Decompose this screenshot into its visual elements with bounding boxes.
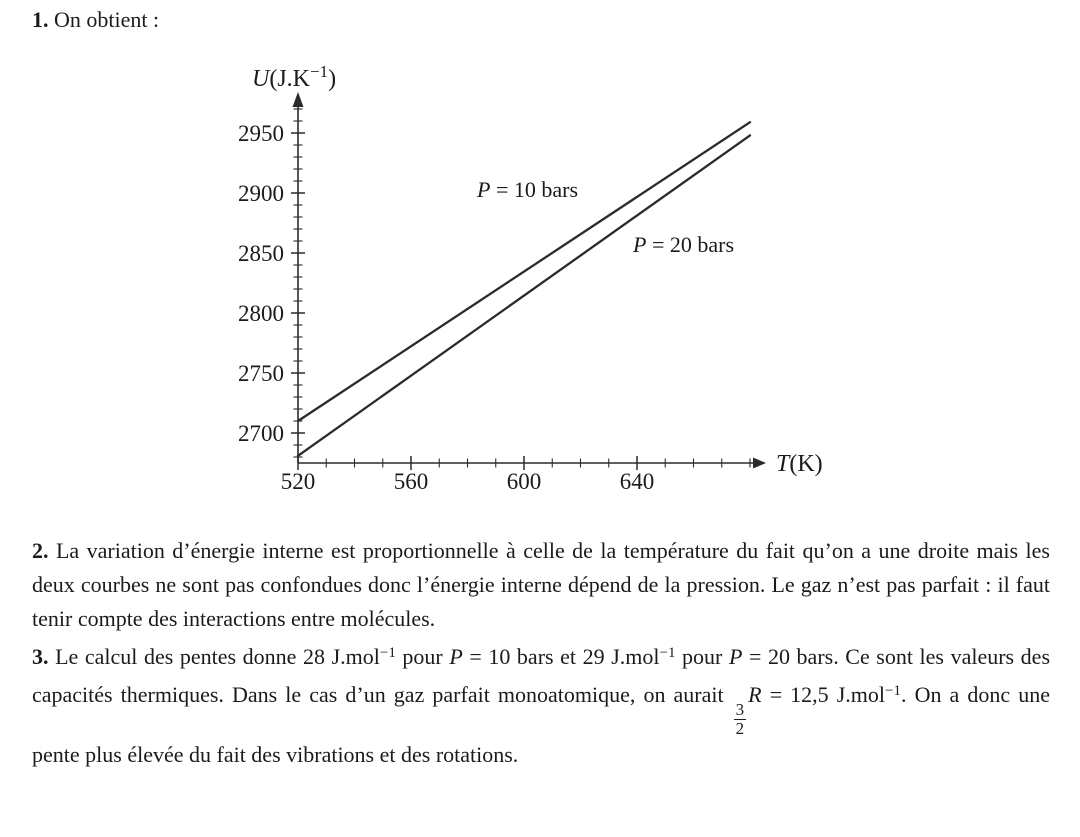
y-tick-label: 2900 xyxy=(238,181,284,206)
item-3-paragraph xyxy=(32,636,1050,772)
y-axis-title: $U(J.K^{-1})$ xyxy=(252,62,337,92)
item-2-paragraph xyxy=(32,534,1050,636)
y-tick-label: 2950 xyxy=(238,121,284,146)
item-2-number: 2. xyxy=(32,538,49,563)
x-tick-label: 560 xyxy=(393,469,429,494)
text-run: pour xyxy=(675,644,729,669)
text-run: −1 xyxy=(659,645,676,661)
series-line-1 xyxy=(298,122,750,421)
item-3-text xyxy=(32,644,1050,767)
y-axis-arrow-icon xyxy=(293,92,304,107)
solution-text xyxy=(32,534,1050,772)
item-1-number: 1. xyxy=(32,7,49,32)
text-run: = 20 bars. Ce sont les valeurs des capacités thermiques. Dans le cas d’un gaz parfait monoatomique, on aurait xyxy=(32,644,1051,707)
text-run: R xyxy=(748,682,762,707)
text-run: −1 xyxy=(379,645,396,661)
fraction-denominator: 2 xyxy=(735,718,745,738)
item-1-text: On obtient : xyxy=(48,7,160,32)
y-tick-label: 2850 xyxy=(238,241,284,266)
item-2-text: La variation d’énergie interne est proportionnelle à celle de la température du fait qu’on a une droite mais les deux courbes ne sont pas confondues donc l’énergie interne dépend de la pression. Le gaz n’est pas parfait : il faut tenir compte des interactions entre molécules. xyxy=(32,538,1050,631)
text-run: = 10 bars et 29 J.mol xyxy=(462,644,660,669)
series-label-1: P = 10 bars xyxy=(477,177,579,202)
y-tick-label: 2700 xyxy=(238,421,284,446)
x-tick-label: 640 xyxy=(619,469,655,494)
text-run: Le calcul des pentes donne 28 J.mol xyxy=(48,644,380,669)
fraction-numerator: 3 xyxy=(735,700,745,719)
fraction xyxy=(734,701,747,738)
text-run: . On a donc une pente plus élevée du fait des vibrations et des rotations. xyxy=(32,682,1050,767)
x-axis-title: T(K) xyxy=(776,451,823,477)
text-run: −1 xyxy=(885,683,902,699)
x-tick-label: 600 xyxy=(506,469,542,494)
chart xyxy=(0,40,880,510)
text-run: pour xyxy=(395,644,450,669)
series-label-2: P = 20 bars xyxy=(633,232,735,257)
text-run: P xyxy=(449,644,463,669)
x-axis-arrow-icon xyxy=(753,458,766,469)
text-run: = 12,5 J.mol xyxy=(761,682,886,707)
x-tick-label: 520 xyxy=(280,469,316,494)
text-run: P xyxy=(728,644,743,669)
item-3-number: 3. xyxy=(32,644,49,669)
item-1-heading xyxy=(32,6,159,34)
y-tick-label: 2800 xyxy=(238,301,284,326)
y-tick-label: 2750 xyxy=(238,361,284,386)
